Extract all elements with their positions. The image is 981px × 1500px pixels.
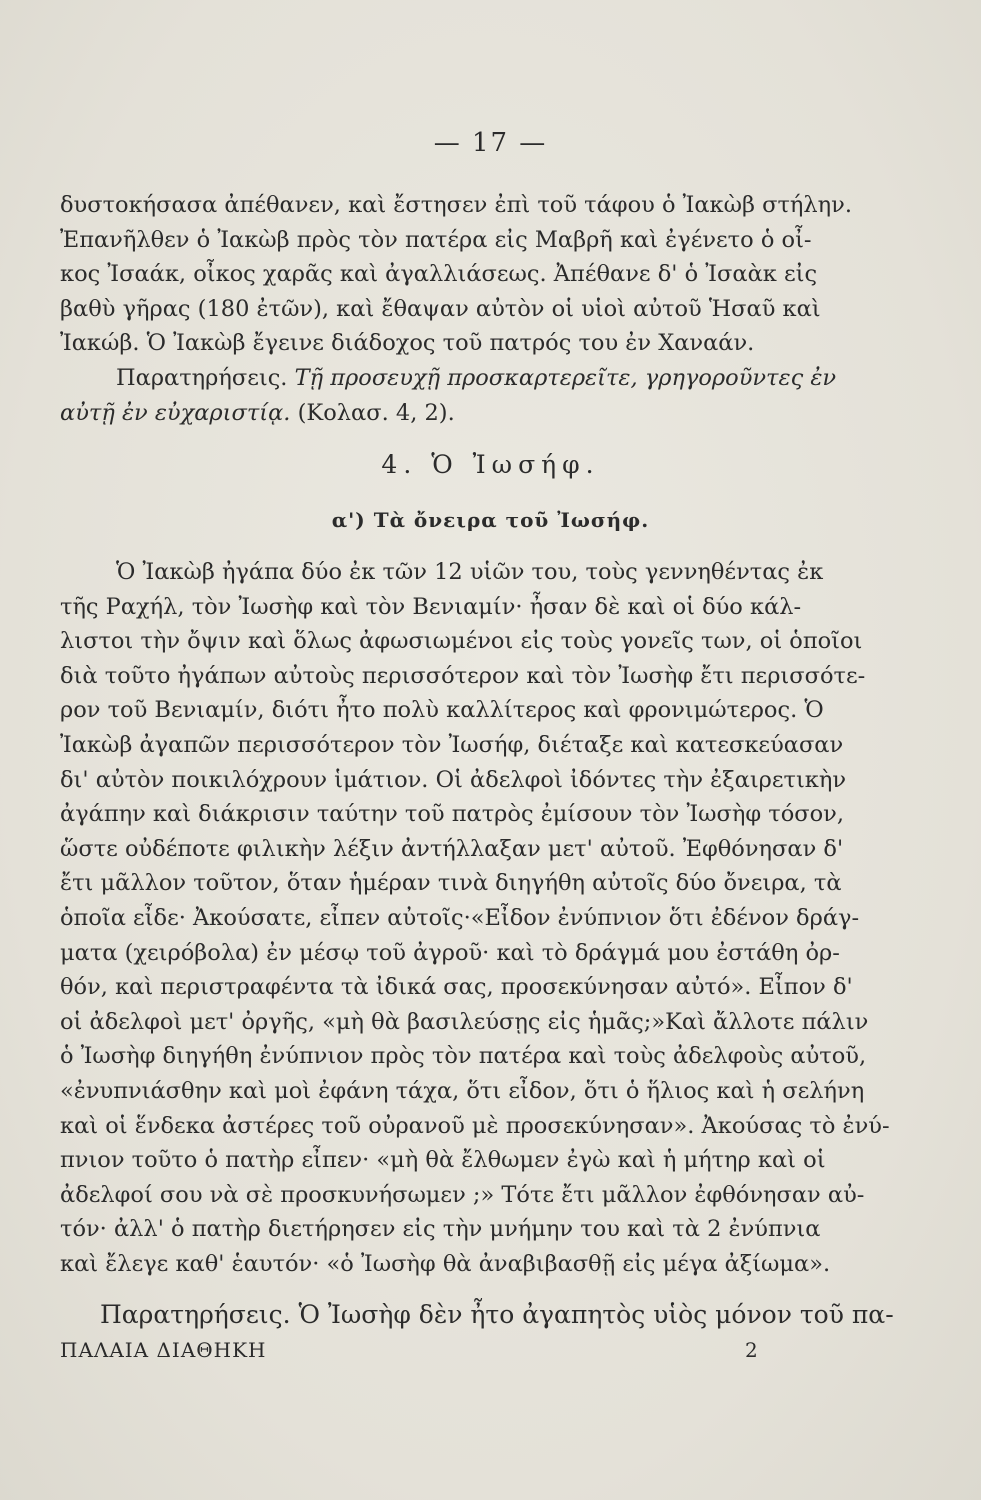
text-line: Ὁ Ἰακὼβ ἠγάπα δύο ἐκ τῶν 12 υἱῶν του, τοὺς γεννηθέντας ἐκ bbox=[116, 559, 824, 585]
text-line: ὥστε οὐδέποτε φιλικὴν λέξιν ἀντήλλαξαν μετ' αὐτοῦ. Ἐφθόνησαν δ' bbox=[60, 835, 844, 862]
section-heading: α') Τὰ ὄνειρα τοῦ Ἰωσήφ. bbox=[331, 508, 650, 532]
page-number: — 17 — bbox=[433, 128, 548, 158]
sheet-number: 2 bbox=[745, 1338, 758, 1362]
remark-line bbox=[60, 361, 920, 396]
text-line: καὶ οἱ ἕνδεκα ἀστέρες τοῦ οὐρανοῦ μὲ προσεκύνησαν». Ἀκούσας τὸ ἐνύ- bbox=[60, 1112, 890, 1139]
text-line: πνιον τοῦτο ὁ πατὴρ εἶπεν· «μὴ θὰ ἔλθωμεν ἐγὼ καὶ ἡ μήτηρ καὶ οἱ bbox=[60, 1147, 826, 1174]
text-line: λιστοι τὴν ὄψιν καὶ ὅλως ἀφωσιωμένοι εἰς τοὺς γονεῖς των, οἱ ὁποῖοι bbox=[60, 628, 863, 655]
text-line: διὰ τοῦτο ἠγάπων αὐτοὺς περισσότερον καὶ τὸν Ἰωσὴφ ἔτι περισσότε- bbox=[60, 662, 866, 689]
chapter-heading: 4. Ὁ Ἰωσήφ. bbox=[381, 450, 600, 479]
text-line: Ἰακώβ. Ὁ Ἰακὼβ ἔγεινε διάδοχος τοῦ πατρός του ἐν Χαναάν. bbox=[60, 330, 755, 357]
text-block-intro bbox=[60, 188, 920, 430]
remark-quote: Τῇ προσευχῇ προσκαρτερεῖτε, γρηγοροῦντες ἐν bbox=[294, 364, 837, 391]
text-line: δι' αὐτὸν ποικιλόχρουν ἱμάτιον. Οἱ ἀδελφοὶ ἰδόντες τὴν ἐξαιρετικὴν bbox=[60, 766, 847, 793]
text-line: δυστοκήσασα ἀπέθανεν, καὶ ἔστησεν ἐπὶ τοῦ τάφου ὁ Ἰακὼβ στήλην. bbox=[60, 192, 852, 218]
text-line: ἔτι μᾶλλον τοῦτον, ὅταν ἡμέραν τινὰ διηγήθη αὐτοῖς δύο ὄνειρα, τὰ bbox=[60, 870, 842, 897]
signature-mark: ΠΑΛΑΙΑ ΔΙΑΘΗΚΗ bbox=[60, 1338, 267, 1362]
text-line: βαθὺ γῆρας (180 ἐτῶν), καὶ ἔθαψαν αὐτὸν οἱ υἱοὶ αὐτοῦ Ἡσαῦ καὶ bbox=[60, 295, 821, 322]
text-block-main bbox=[60, 555, 920, 1281]
text-line: οἱ ἀδελφοὶ μετ' ὀργῆς, «μὴ θὰ βασιλεύσῃς εἰς ἡμᾶς;»Καὶ ἄλλοτε πάλιν bbox=[60, 1008, 869, 1035]
text-line: θόν, καὶ περιστραφέντα τὰ ἰδικά σας, προσεκύνησαν αὐτό». Εἶπον δ' bbox=[60, 974, 853, 1001]
text-line: τόν· ἀλλ' ὁ πατὴρ διετήρησεν εἰς τὴν μνήμην του καὶ τὰ 2 ἐνύπνια bbox=[60, 1216, 821, 1243]
text-line: Ἐπανῆλθεν ὁ Ἰακὼβ πρὸς τὸν πατέρα εἰς Μαβρῆ καὶ ἐγένετο ὁ οἶ- bbox=[60, 226, 812, 253]
text-line: καὶ ἔλεγε καθ' ἑαυτόν· «ὁ Ἰωσὴφ θὰ ἀναβιβασθῇ εἰς μέγα ἀξίωμα». bbox=[60, 1250, 831, 1277]
remark-reference: (Κολασ. 4, 2). bbox=[297, 399, 455, 426]
final-remark-line: Παρατηρήσεις. Ὁ Ἰωσὴφ δὲν ἦτο ἀγαπητὸς υἱὸς μόνον τοῦ πα- bbox=[100, 1300, 894, 1329]
remark-quote: αὐτῇ ἐν εὐχαριστίᾳ. bbox=[60, 399, 291, 426]
text-line: ὁποῖα εἶδε· Ἀκούσατε, εἶπεν αὐτοῖς·«Εἶδον ἐνύπνιον ὅτι ἐδένον δράγ- bbox=[60, 904, 860, 931]
text-line: «ἐνυπνιάσθην καὶ μοὶ ἐφάνη τάχα, ὅτι εἶδον, ὅτι ὁ ἥλιος καὶ ἡ σελήνη bbox=[60, 1077, 865, 1104]
text-line: ματα (χειρόβολα) ἐν μέσῳ τοῦ ἀγροῦ· καὶ τὸ δράγμά μου ἐστάθη ὀρ- bbox=[60, 939, 840, 966]
text-line: ἀδελφοί σου νὰ σὲ προσκυνήσωμεν ;» Τότε ἔτι μᾶλλον ἐφθόνησαν αὐ- bbox=[60, 1181, 865, 1208]
text-line: ρον τοῦ Βενιαμίν, διότι ἦτο πολὺ καλλίτερος καὶ φρονιμώτερος. Ὁ bbox=[60, 697, 824, 724]
remark-line bbox=[60, 396, 920, 431]
text-line: ὁ Ἰωσὴφ διηγήθη ἐνύπνιον πρὸς τὸν πατέρα καὶ τοὺς ἀδελφοὺς αὐτοῦ, bbox=[60, 1043, 867, 1070]
text-line: τῆς Ραχήλ, τὸν Ἰωσὴφ καὶ τὸν Βενιαμίν· ἦσαν δὲ καὶ οἱ δύο κάλ- bbox=[60, 593, 802, 620]
text-line: ἀγάπην καὶ διάκρισιν ταύτην τοῦ πατρὸς ἐμίσουν τὸν Ἰωσὴφ τόσον, bbox=[60, 801, 845, 828]
remark-label: Παρατηρήσεις. bbox=[116, 364, 288, 391]
text-line: κος Ἰσαάκ, οἶκος χαρᾶς καὶ ἀγαλλιάσεως. Ἀπέθανε δ' ὁ Ἰσαὰκ εἰς bbox=[60, 261, 818, 288]
text-line: Ἰακὼβ ἀγαπῶν περισσότερον τὸν Ἰωσήφ, διέταξε καὶ κατεσκεύασαν bbox=[60, 731, 844, 758]
